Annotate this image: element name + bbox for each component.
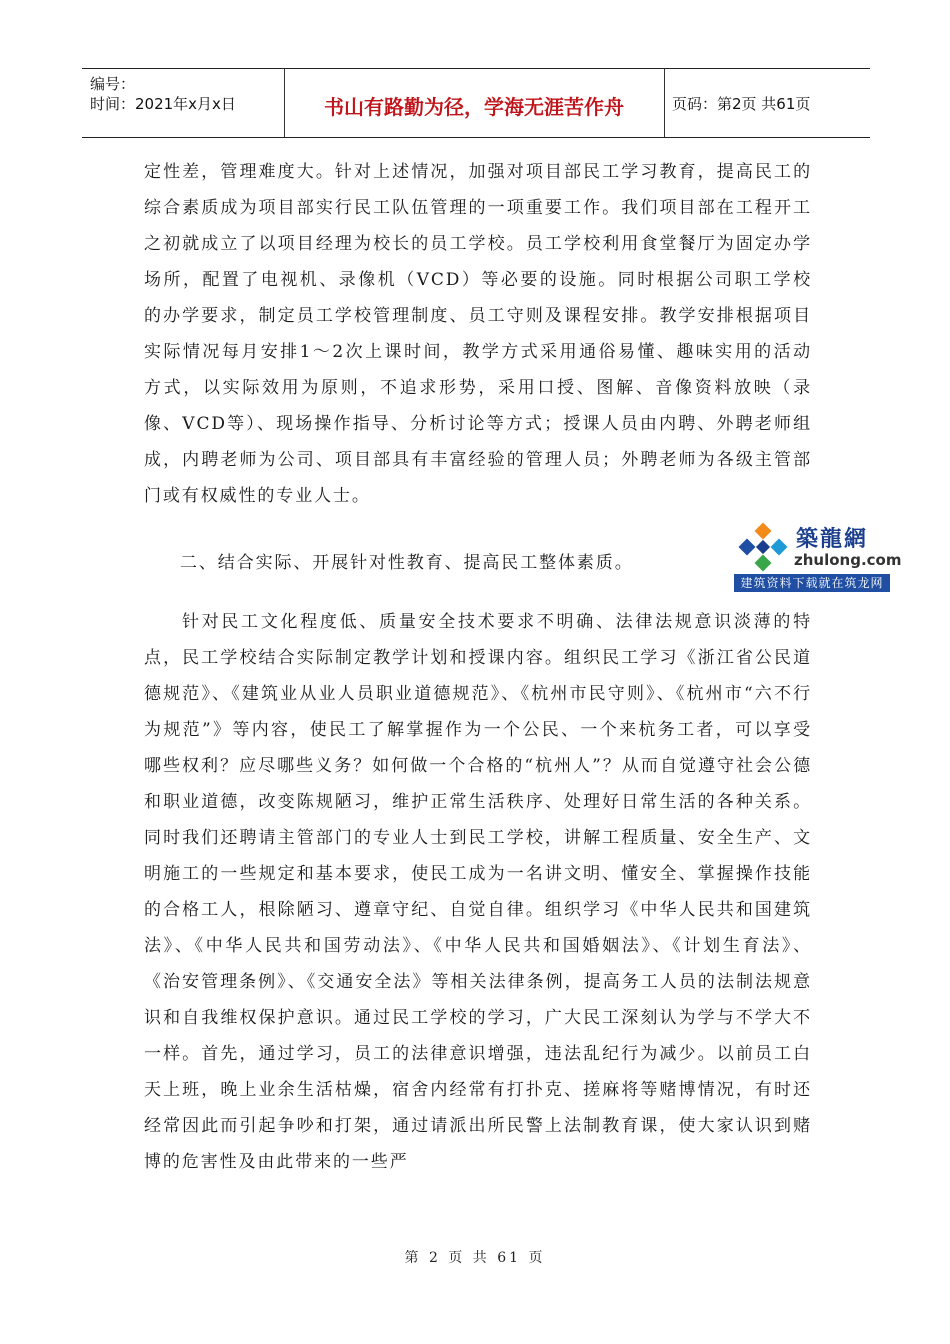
logo-name-cn: 築龍網 [796,526,869,552]
document-header [82,68,870,138]
header-motto-cell [284,69,665,137]
zhulong-pinwheel-logo-icon [734,522,792,574]
header-page-cell [664,69,870,137]
page-footer: 第 2 页 共 61 页 [404,1250,546,1266]
header-page-info: 页码：第2页 共61页 [672,95,811,113]
section-heading: 二、结合实际、开展针对性教育、提高民工整体素质。 [180,553,634,573]
body-section-top [144,154,812,514]
body-section-bottom [144,604,812,1180]
logo-name-en: zhulong.com [794,551,902,569]
header-meta-cell [82,69,285,137]
header-motto: 书山有路勤为径，学海无涯苦作舟 [324,95,624,119]
logo-banner: 建筑资料下载就在筑龙网 [734,574,890,592]
zhulong-watermark-logo [732,522,902,592]
paragraph: 定性差，管理难度大。针对上述情况，加强对项目部民工学习教育，提高民工的综合素质成为项目部实行民工队伍管理的一项重要工作。我们项目部在工程开工之初就成立了以项目经理为校长的员工学校。员工学校利用食堂餐厅为固定办学场所，配置了电视机、录像机（VCD）等必要的设施。同时根据公司职工学校的办学要求，制定员工学校管理制度、员工守则及课程安排。教学安排根据项目实际情况每月安排1～2次上课时间，教学方式采用通俗易懂、趣味实用的活动方式，以实际效用为原则，不追求形势，采用口授、图解、音像资料放映（录像、VCD等）、现场操作指导、分析讨论等方式；授课人员由内聘、外聘老师组成，内聘老师为公司、项目部具有丰富经验的管理人员；外聘老师为各级主管部门或有权威性的专业人士。 [144,162,812,506]
document-number-label: 编号： [90,75,136,93]
document-date: 时间：2021年x月x日 [90,95,236,113]
paragraph: 针对民工文化程度低、质量安全技术要求不明确、法律法规意识淡薄的特点，民工学校结合实际制定教学计划和授课内容。组织民工学习《浙江省公民道德规范》、《建筑业从业人员职业道德规范》、《杭州市民守则》、《杭州市“六不行为规范”》等内容，使民工了解掌握作为一个公民、一个来杭务工者，可以享受哪些权利？应尽哪些义务？如何做一个合格的“杭州人”？从而自觉遵守社会公德和职业道德，改变陈规陋习，维护正常生活秩序、处理好日常生活的各种关系。同时我们还聘请主管部门的专业人士到民工学校，讲解工程质量、安全生产、文明施工的一些规定和基本要求，使民工成为一名讲文明、懂安全、掌握操作技能的合格工人，根除陋习、遵章守纪、自觉自律。组织学习《中华人民共和国建筑法》、《中华人民共和国劳动法》、《中华人民共和国婚姻法》、《计划生育法》、《治安管理条例》、《交通安全法》等相关法律条例，提高务工人员的法制法规意识和自我维权保护意识。通过民工学校的学习，广大民工深刻认为学与不学大不一样。首先，通过学习，员工的法律意识增强，违法乱纪行为减少。以前员工白天上班，晚上业余生活枯燥，宿舍内经常有打扑克、搓麻将等赌博情况，有时还经常因此而引起争吵和打架，通过请派出所民警上法制教育课，使大家认识到赌博的危害性及由此带来的一些严 [144,612,812,1172]
